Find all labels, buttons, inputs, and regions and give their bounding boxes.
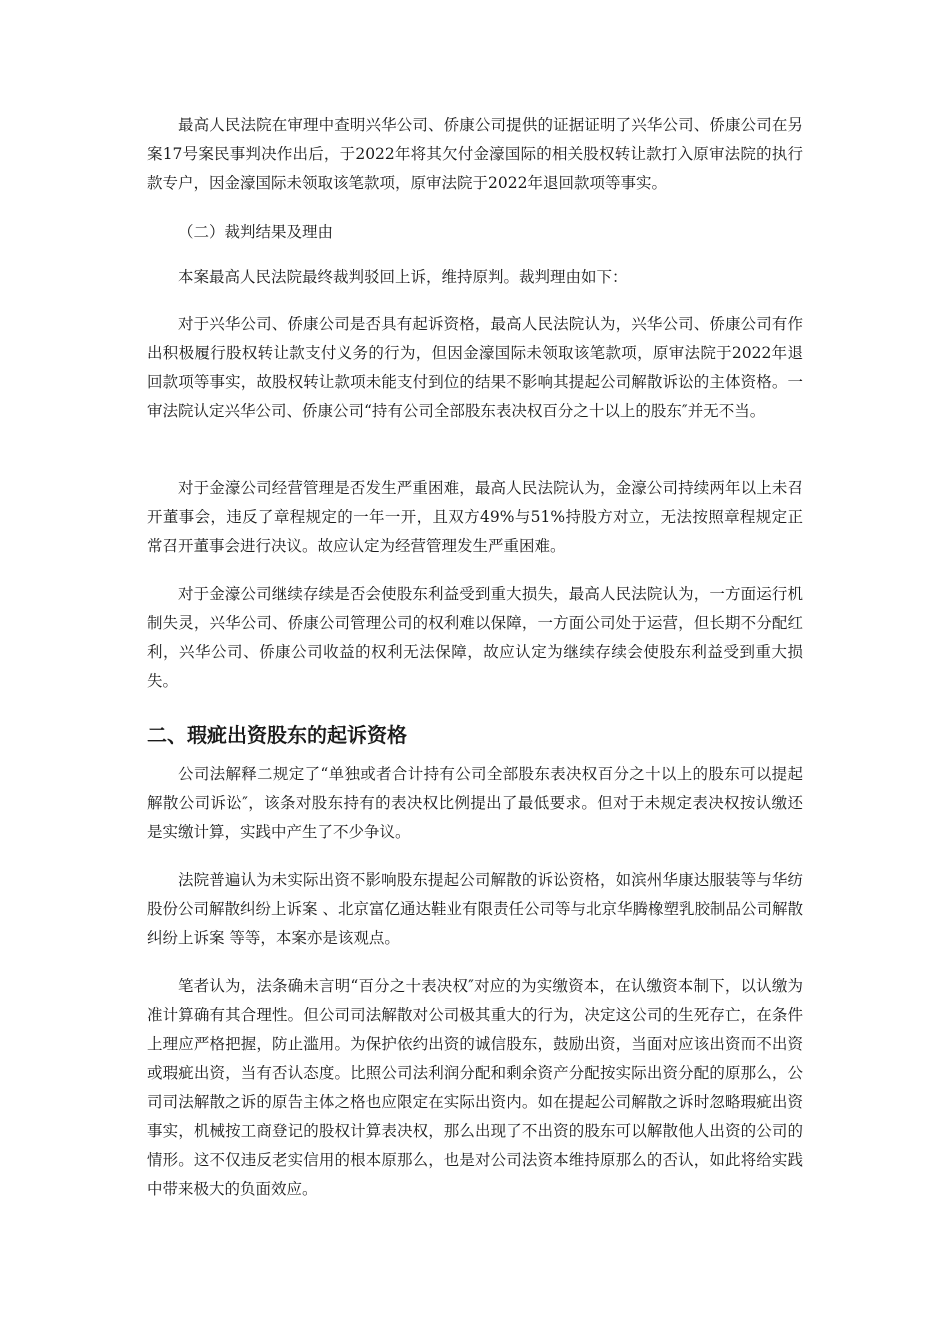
sub-heading-judgment-result: （二）裁判结果及理由 <box>178 223 334 241</box>
paragraph-court-practice: 法院普遍认为未实际出资不影响股东提起公司解散的诉讼资格，如滨州华康达服装等与华纺股份公司解散纠纷上诉案 、北京富亿通达鞋业有限责任公司等与北京华腾橡塑乳胶制品公司解散纠纷上诉案 等等，本案亦是该观点。 <box>147 871 803 947</box>
paragraph-standing-analysis: 对于兴华公司、侨康公司是否具有起诉资格，最高人民法院认为，兴华公司、侨康公司有作出积极履行股权转让款支付义务的行为，但因金濠国际未领取该笔款项，原审法院于2022年退回款项等事实，故股权转让款项未能支付到位的结果不影响其提起公司解散诉讼的主体资格。一审法院认定兴华公司、侨康公司“持有公司全部股东表决权百分之十以上的股东″并无不当。 <box>147 315 803 420</box>
paragraph-author-opinion: 笔者认为，法条确未言明“百分之十表决权″对应的为实缴资本，在认缴资本制下，以认缴为准计算确有其合理性。但公司司法解散对公司极其重大的行为，决定这公司的生死存亡，在条件上理应严格把握，防止滥用。为保护依约出资的诚信股东，鼓励出资，当面对应该出资而不出资或瑕疵出资，当有否认态度。比照公司法利润分配和剩余资产分配按实际出资分配的原那么，公司司法解散之诉的原告主体之格也应限定在实际出资内。如在提起公司解散之诉时忽略瑕疵出资事实，机械按工商登记的股权计算表决权，那么出现了不出资的股东可以解散他人出资的公司的情形。这不仅违反老实信用的根本原那么，也是对公司法资本维持原那么的否认，如此将给实践中带来极大的负面效应。 <box>147 977 803 1198</box>
paragraph-judgment-summary: 本案最高人民法院最终裁判驳回上诉，维持原判。裁判理由如下： <box>178 268 628 286</box>
paragraph-court-findings: 最高人民法院在审理中查明兴华公司、侨康公司提供的证据证明了兴华公司、侨康公司在另案17号案民事判决作出后，于2022年将其欠付金濠国际的相关股权转让款打入原审法院的执行款专户，因金濠国际未领取该笔款项，原审法院于2022年退回款项等事实。 <box>147 116 803 192</box>
section-heading-defective-contribution: 二、瑕疵出资股东的起诉资格 <box>147 723 407 747</box>
paragraph-shareholder-loss: 对于金濠公司继续存续是否会使股东利益受到重大损失，最高人民法院认为，一方面运行机制失灵，兴华公司、侨康公司管理公司的权利难以保障，一方面公司处于运营，但长期不分配红利，兴华公司、侨康公司收益的权利无法保障，故应认定为继续存续会使股东利益受到重大损失。 <box>147 585 803 690</box>
paragraph-judicial-interpretation: 公司法解释二规定了“单独或者合计持有公司全部股东表决权百分之十以上的股东可以提起解散公司诉讼″，该条对股东持有的表决权比例提出了最低要求。但对于未规定表决权按认缴还是实缴计算，实践中产生了不少争议。 <box>147 765 803 841</box>
paragraph-management-difficulty: 对于金濠公司经营管理是否发生严重困难，最高人民法院认为，金濠公司持续两年以上未召开董事会，违反了章程规定的一年一开，且双方49%与51%持股方对立，无法按照章程规定正常召开董事会进行决议。故应认定为经营管理发生严重困难。 <box>147 479 803 555</box>
